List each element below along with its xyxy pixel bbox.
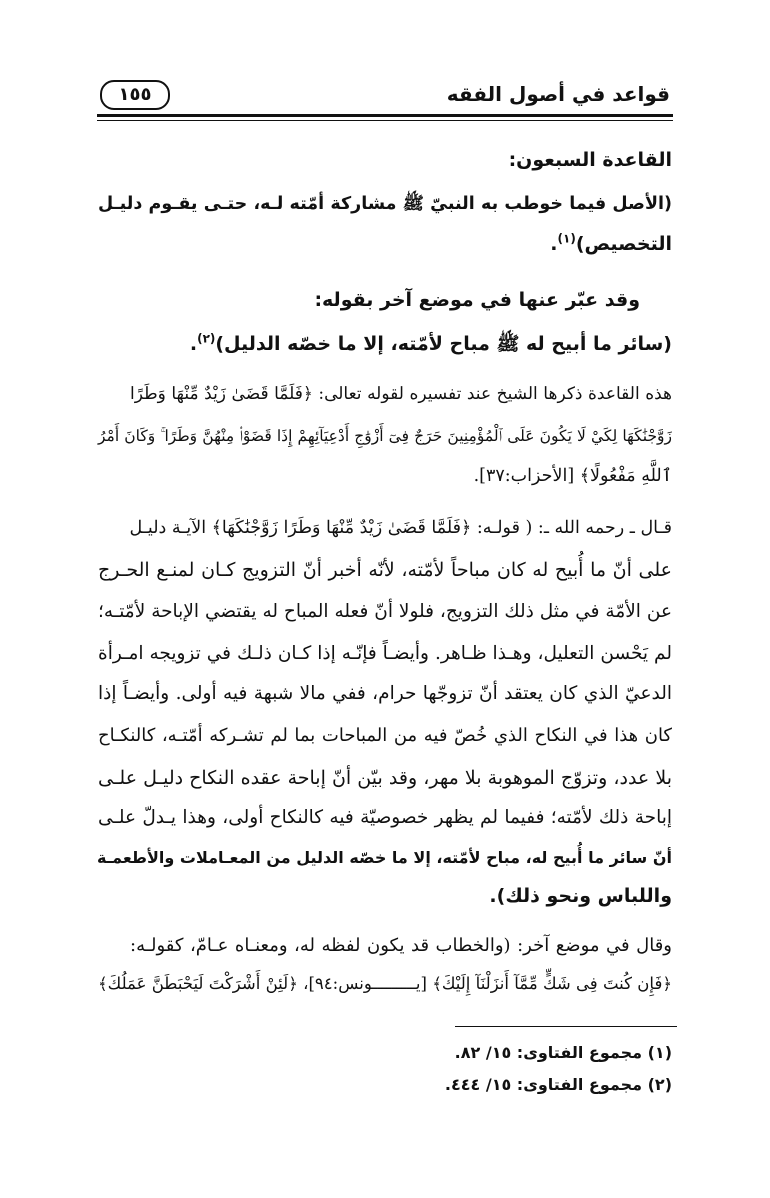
rule-statement-line-1: (الأصل فيما خوطب به النبيّ ﷺ مشاركة أمّته لـه، حتـى يقـوم دليـل: [98, 194, 672, 214]
paragraph-2-line-7: بلا عدد، وتزوّج الموهوبة بلا مهر، وقد بيّن أنّ إباحة عقده النكاح دليـل علـى: [98, 767, 672, 789]
page-number-badge: ١٥٥: [100, 80, 170, 110]
paragraph-3-line-2: ﴿فَإِن كُنتَ فِى شَكٍّ مِّمَّآ أَنزَلْنَآ إِلَيْكَ﴾ [يـــــــــونس:٩٤]، ﴿لَئِنْ أَشْرَكْتَ لَيَحْبَطَنَّ عَمَلُكَ﴾: [98, 974, 672, 993]
paragraph-1-line-2: زَوَّجْنَٰكَهَا لِكَيْ لَا يَكُونَ عَلَى ٱلْمُؤْمِنِينَ حَرَجٌ فِىٓ أَزْوَٰجِ أَدْعِيَآئِهِمْ إِذَا قَضَوْا۟ مِنْهُنَّ وَطَرًا ۚ وَكَانَ أَمْرُ: [98, 427, 672, 445]
paragraph-2-line-3: عن الأمّة في مثل ذلك التزويج، فلولا أنّ فعله المباح له يقتضي الإباحة لأمّتـه؛: [98, 601, 672, 622]
paragraph-2-line-6: كان هذا في النكاح الذي خُصّ فيه من المباحات بما لم تشـركه أمّتـه، كالنكـاح: [98, 725, 672, 746]
alt-statement-text: (سائر ما أبيح له ﷺ مباح لأمّته، إلا ما خصّه الدليل): [215, 333, 672, 355]
page-header: [100, 80, 670, 112]
footnote-separator: [455, 1026, 677, 1027]
paragraph-2-line-5: الدعيّ الذي كان يعتقد أنّ تزوجّها حرام، ففي مالا شبهة فيه أولى. وأيضـاً إذا: [98, 683, 672, 704]
alt-intro: وقد عبّر عنها في موضع آخر بقوله:: [314, 289, 640, 311]
paragraph-2-line-4: لم يَحْسن التعليل، وهـذا ظـاهر. وأيضـاً فإنّـه إذا كـان ذلـك في تزويجه امـرأة: [98, 643, 672, 664]
paragraph-2-line-1: قـال ـ رحمه الله ـ: ( قولـه: ﴿فَلَمَّا قَضَىٰ زَيْدٌ مِّنْهَا وَطَرًا زَوَّجْنَٰكَهَا﴾ الآيـة دليـل: [129, 518, 672, 538]
rule-heading: القاعدة السبعون:: [508, 149, 672, 171]
running-title: قواعد في أصول الفقه: [446, 82, 670, 106]
paragraph-1-line-3: ٱللَّهِ مَفْعُولًا﴾ [الأحزاب:٣٧].: [473, 466, 672, 486]
paragraph-2-line-8: إباحة ذلك لأمّته؛ ففيما لم يظهر خصوصيّة فيه كالنكاح أولى، وهذا يـدلّ علـى: [98, 807, 672, 828]
paragraph-2-line-10: واللباس ونحو ذلك).: [489, 885, 672, 907]
footnote-ref-1: (١): [557, 231, 576, 246]
paragraph-2-line-2: على أنّ ما أُبيح له كان مباحاً لأمّته، لأنّه أخبر أنّ التزويج كـان لمنـع الحـرج: [98, 559, 672, 581]
alt-statement-line: [98, 326, 672, 362]
rule-statement-text: التخصيص): [575, 233, 672, 255]
footnote-2: (٢) مجموع الفتاوى: ١٥/ ٤٤٤.: [444, 1075, 672, 1094]
footnote-ref-2: (٢): [197, 331, 216, 346]
rule-statement-line-2: [98, 226, 672, 262]
paragraph-3-line-1: وقال في موضع آخر: (والخطاب قد يكون لفظه له، ومعنـاه عـامّ، كقولـه:: [130, 935, 672, 956]
paragraph-2-line-9: أنّ سائر ما أُبيح له، مباح لأمّته، إلا ما خصّه الدليل من المعـاملات والأطعمـة: [97, 848, 672, 867]
footnote-1: (١) مجموع الفتاوى: ١٥/ ٨٢.: [454, 1043, 672, 1062]
header-rule-thick: [97, 114, 673, 117]
rule-statement-period: .: [550, 233, 558, 255]
paragraph-1-line-1: هذه القاعدة ذكرها الشيخ عند تفسيره لقوله تعالى: ﴿فَلَمَّا قَضَىٰ زَيْدٌ مِّنْهَا وَطَرًا: [130, 384, 672, 404]
header-rule-thin: [97, 120, 673, 121]
alt-statement-period: .: [189, 333, 198, 355]
